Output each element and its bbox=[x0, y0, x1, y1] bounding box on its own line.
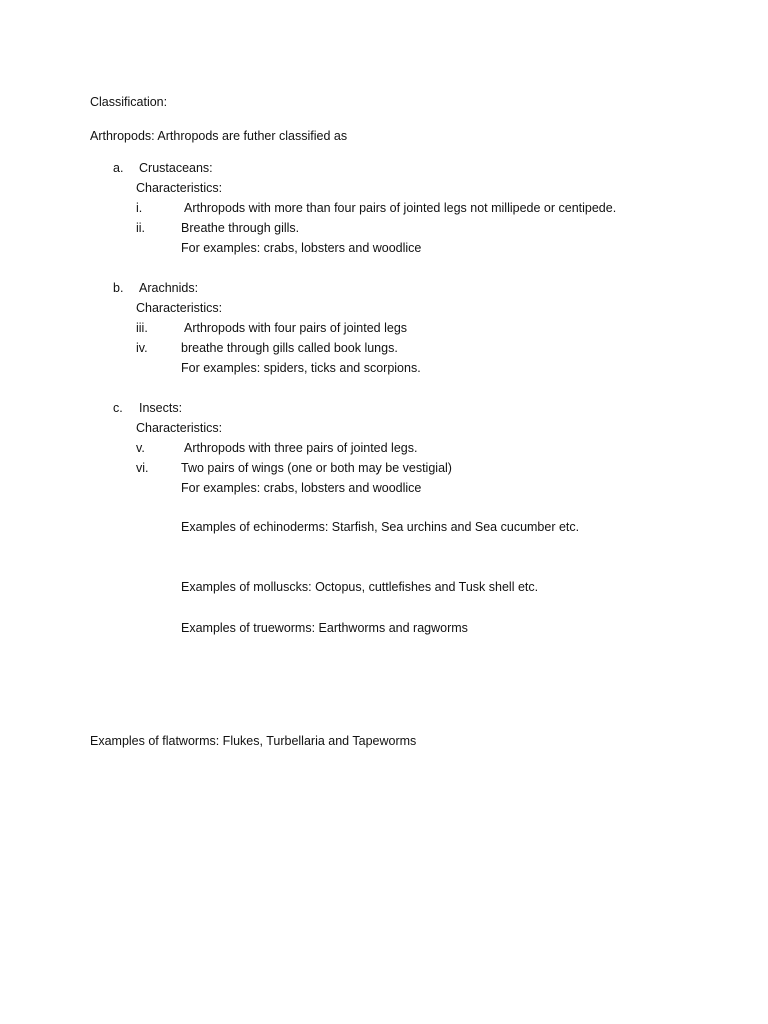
flatworms-examples: Examples of flatworms: Flukes, Turbellaria and Tapeworms bbox=[90, 734, 417, 748]
trueworms-examples: Examples of trueworms: Earthworms and ragworms bbox=[181, 621, 468, 635]
molluscs-examples: Examples of molluscks: Octopus, cuttlefishes and Tusk shell etc. bbox=[181, 580, 539, 594]
item-number: i. bbox=[136, 201, 143, 215]
item-number: v. bbox=[136, 441, 145, 455]
item-text: Two pairs of wings (one or both may be vestigial) bbox=[181, 461, 452, 475]
item-number: vi. bbox=[136, 461, 149, 475]
item-text: Breathe through gills. bbox=[181, 221, 300, 235]
list-marker: a. bbox=[113, 161, 124, 175]
item-number: iv. bbox=[136, 341, 148, 355]
item-number: ii. bbox=[136, 221, 146, 235]
list-marker: b. bbox=[113, 281, 124, 295]
group-title: Crustaceans: bbox=[139, 161, 213, 175]
item-number: iii. bbox=[136, 321, 148, 335]
characteristics-label: Characteristics: bbox=[136, 421, 223, 435]
list-marker: c. bbox=[113, 401, 123, 415]
group-title: Insects: bbox=[139, 401, 183, 415]
examples-line: For examples: crabs, lobsters and woodlice bbox=[181, 481, 422, 495]
item-text: Arthropods with three pairs of jointed legs. bbox=[184, 441, 418, 455]
item-text: breathe through gills called book lungs. bbox=[181, 341, 398, 355]
echinoderms-examples: Examples of echinoderms: Starfish, Sea urchins and Sea cucumber etc. bbox=[181, 520, 580, 534]
examples-line: For examples: crabs, lobsters and woodlice bbox=[181, 241, 422, 255]
intro-line: Arthropods: Arthropods are futher classified as bbox=[90, 129, 348, 143]
characteristics-label: Characteristics: bbox=[136, 181, 223, 195]
examples-line: For examples: spiders, ticks and scorpions. bbox=[181, 361, 421, 375]
page-heading: Classification: bbox=[90, 95, 168, 109]
characteristics-label: Characteristics: bbox=[136, 301, 223, 315]
group-title: Arachnids: bbox=[139, 281, 199, 295]
item-text: Arthropods with four pairs of jointed legs bbox=[184, 321, 408, 335]
item-text: Arthropods with more than four pairs of jointed legs not millipede or centipede. bbox=[184, 201, 617, 215]
